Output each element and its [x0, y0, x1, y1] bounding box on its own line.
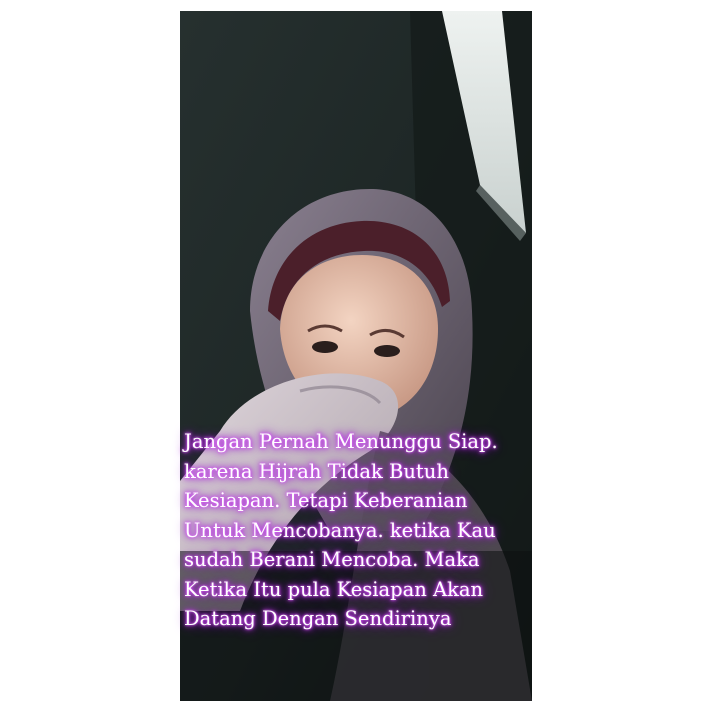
quote-text: Jangan Pernah Menunggu Siap. karena Hijrah Tidak Butuh Kesiapan. Tetapi Keberanian Untuk Mencobanya. ketika Kau sudah Berani Mencoba. Maka Ketika Itu pula Kesiapan Akan Datang Dengan Sendirinya [184, 430, 498, 630]
right-eye [374, 345, 400, 357]
left-eye [312, 341, 338, 353]
